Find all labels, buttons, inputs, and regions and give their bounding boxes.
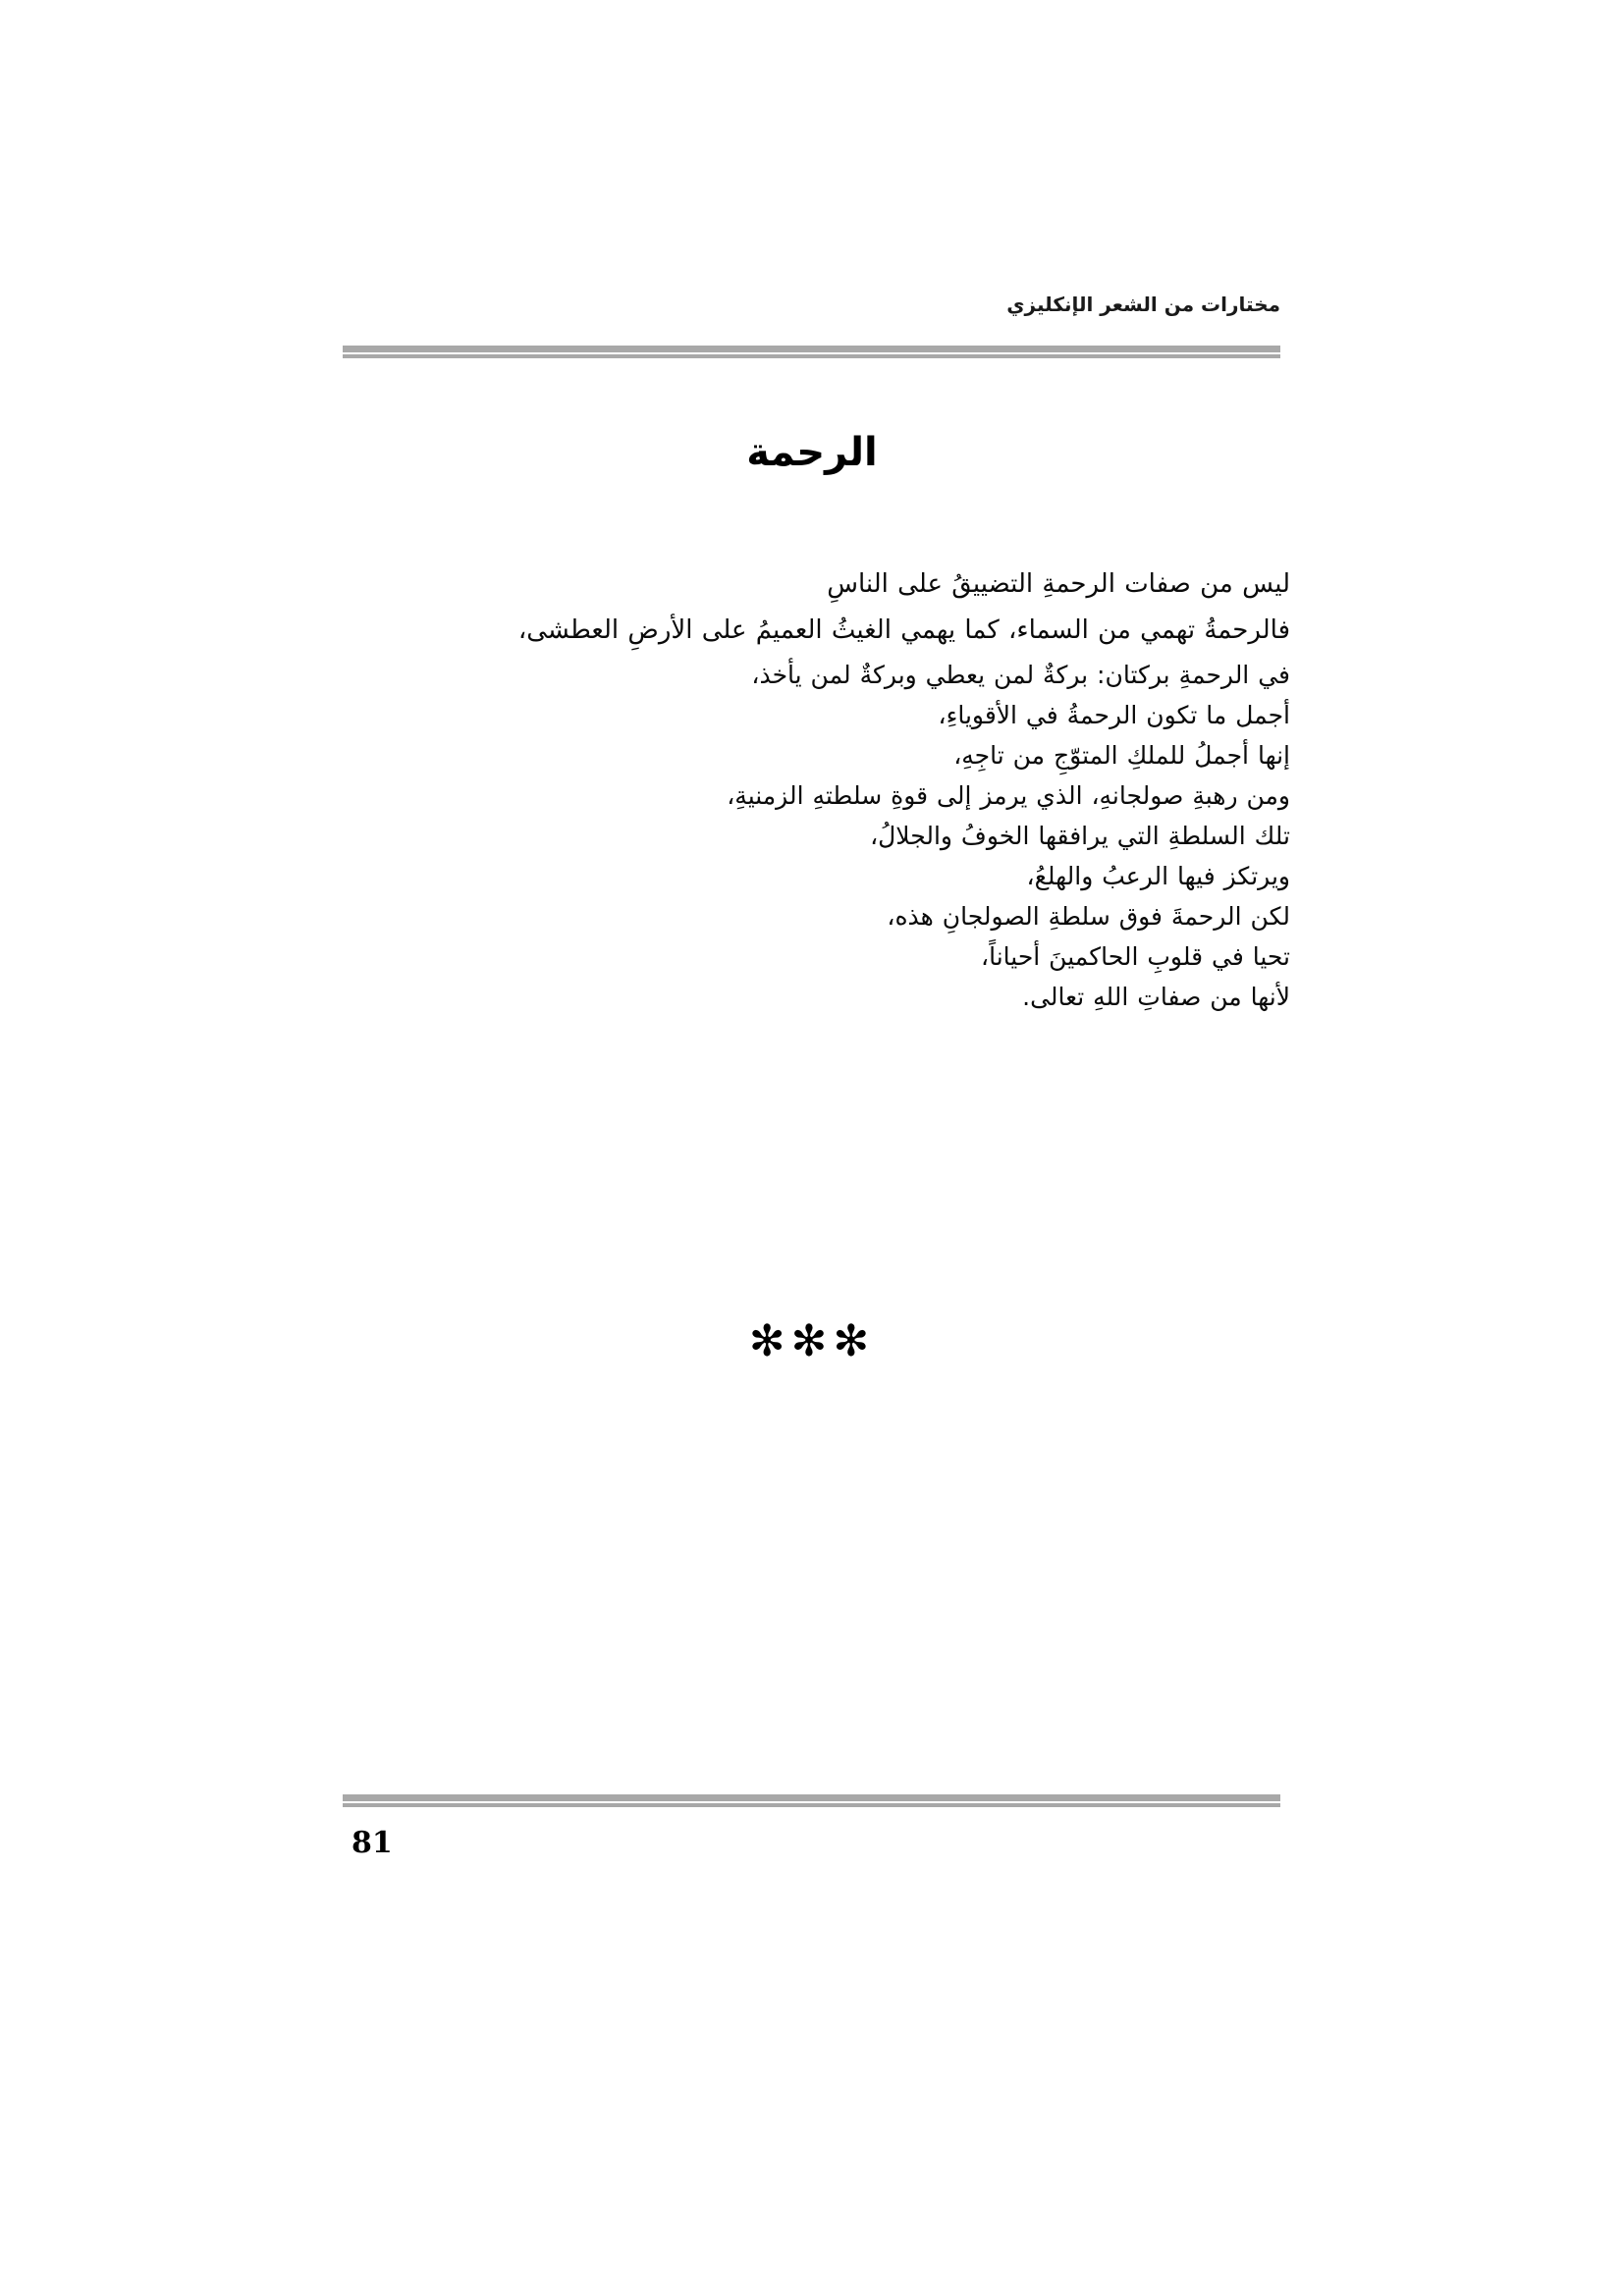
poem-line: فالرحمةُ تهمي من السماء، كما يهمي الغيثُ العميمُ على الأرضِ العطشى، (517, 615, 1290, 646)
footer-rule-thin-bar (343, 1803, 1280, 1807)
poem-line: في الرحمةِ بركتان: بركةٌ لمن يعطي وبركةٌ لمن يأخذ، (751, 661, 1290, 690)
header-rule (343, 346, 1280, 357)
poem-body (357, 567, 1290, 1022)
running-header (344, 294, 1280, 344)
footer-rule-thick-bar (343, 1794, 1280, 1801)
section-divider-asterisks: ✻✻✻ (748, 1316, 876, 1366)
poem-line: تلك السلطةِ التي يرافقها الخوفُ والجلالُ، (870, 822, 1290, 851)
poem-line: تحيا في قلوبِ الحاكمينَ أحياناً، (981, 942, 1290, 972)
header-rule-thin-bar (343, 354, 1280, 358)
page-number: 81 (352, 1826, 393, 1860)
running-header-text: مختارات من الشعر الإنكليزي (1006, 293, 1280, 316)
poem-line: أجمل ما تكون الرحمةُ في الأقوياءِ، (938, 701, 1290, 730)
poem-title: الرحمة (746, 430, 878, 475)
poem-line: ليس من صفات الرحمةِ التضييقُ على الناسِ (827, 569, 1290, 599)
poem-line: ويرتكز فيها الرعبُ والهلعُ، (1026, 862, 1290, 891)
poem-line: ومن رهبةِ صولجانهِ، الذي يرمز إلى قوةِ سلطتهِ الزمنيةِ، (727, 781, 1290, 811)
poem-line: إنها أجملُ للملكِ المتوّجِ من تاجِهِ، (953, 741, 1290, 771)
header-rule-thick-bar (343, 346, 1280, 352)
footer-rule (343, 1794, 1280, 1806)
poem-line: لأنها من صفاتِ اللهِ تعالى. (1022, 983, 1290, 1012)
poem-line: لكن الرحمةَ فوق سلطةِ الصولجانِ هذه، (887, 902, 1290, 932)
